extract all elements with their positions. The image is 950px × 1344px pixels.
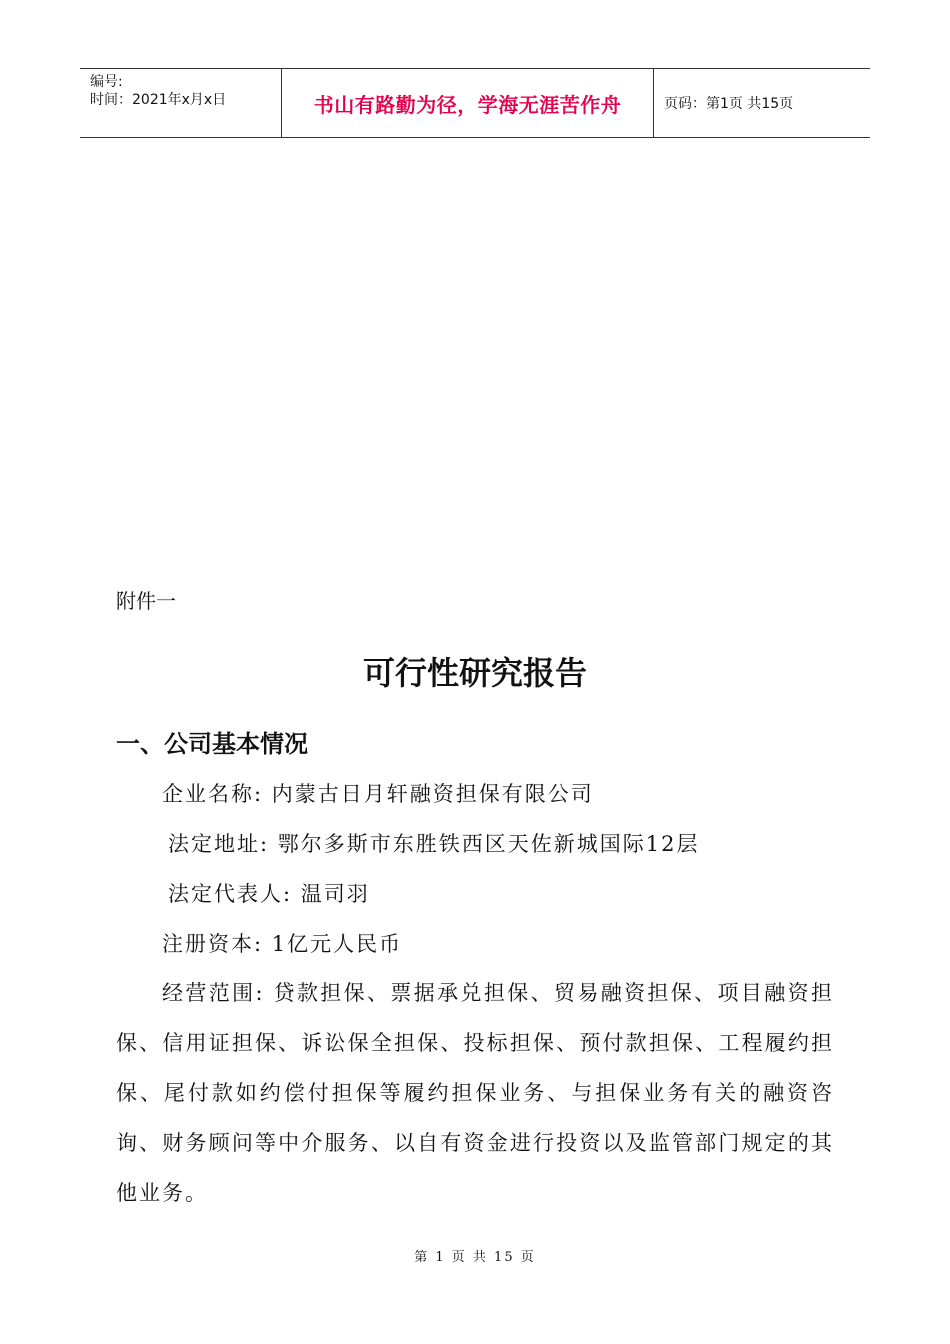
header-motto: 书山有路勤为径，学海无涯苦作舟 (313, 92, 622, 117)
registered-capital-field: 注册资本: 1亿元人民币 (162, 932, 403, 956)
header-page-cell (654, 69, 870, 137)
legal-representative-field: 法定代表人: 温司羽 (168, 882, 370, 906)
document-number-label: 编号: (90, 74, 123, 90)
business-scope-paragraph: 经营范围: 贷款担保、票据承兑担保、贸易融资担保、项目融资担保、信用证担保、诉讼保全担保、投标担保、预付款担保、工程履约担保、尾付款如约偿付担保等履约担保业务、与担保业务有关的融资咨询、财务顾问等中介服务、以自有资金进行投资以及监管部门规定的其他业务。 (116, 981, 834, 1205)
page-footer: 第 1 页 共 15 页 (414, 1250, 536, 1265)
section-heading: 一、公司基本情况 (116, 730, 308, 758)
header-motto-cell (282, 69, 654, 137)
document-time-label: 时间：2021年x月x日 (90, 92, 227, 108)
document-title: 可行性研究报告 (362, 654, 587, 692)
attachment-label: 附件一 (116, 589, 176, 613)
legal-address-field: 法定地址: 鄂尔多斯市东胜铁西区天佐新城国际12层 (168, 832, 700, 856)
header-page-number: 页码：第1页 共15页 (664, 96, 794, 112)
page-header (80, 68, 870, 138)
company-name-field: 企业名称: 内蒙古日月轩融资担保有限公司 (162, 782, 594, 806)
header-meta (80, 69, 282, 137)
